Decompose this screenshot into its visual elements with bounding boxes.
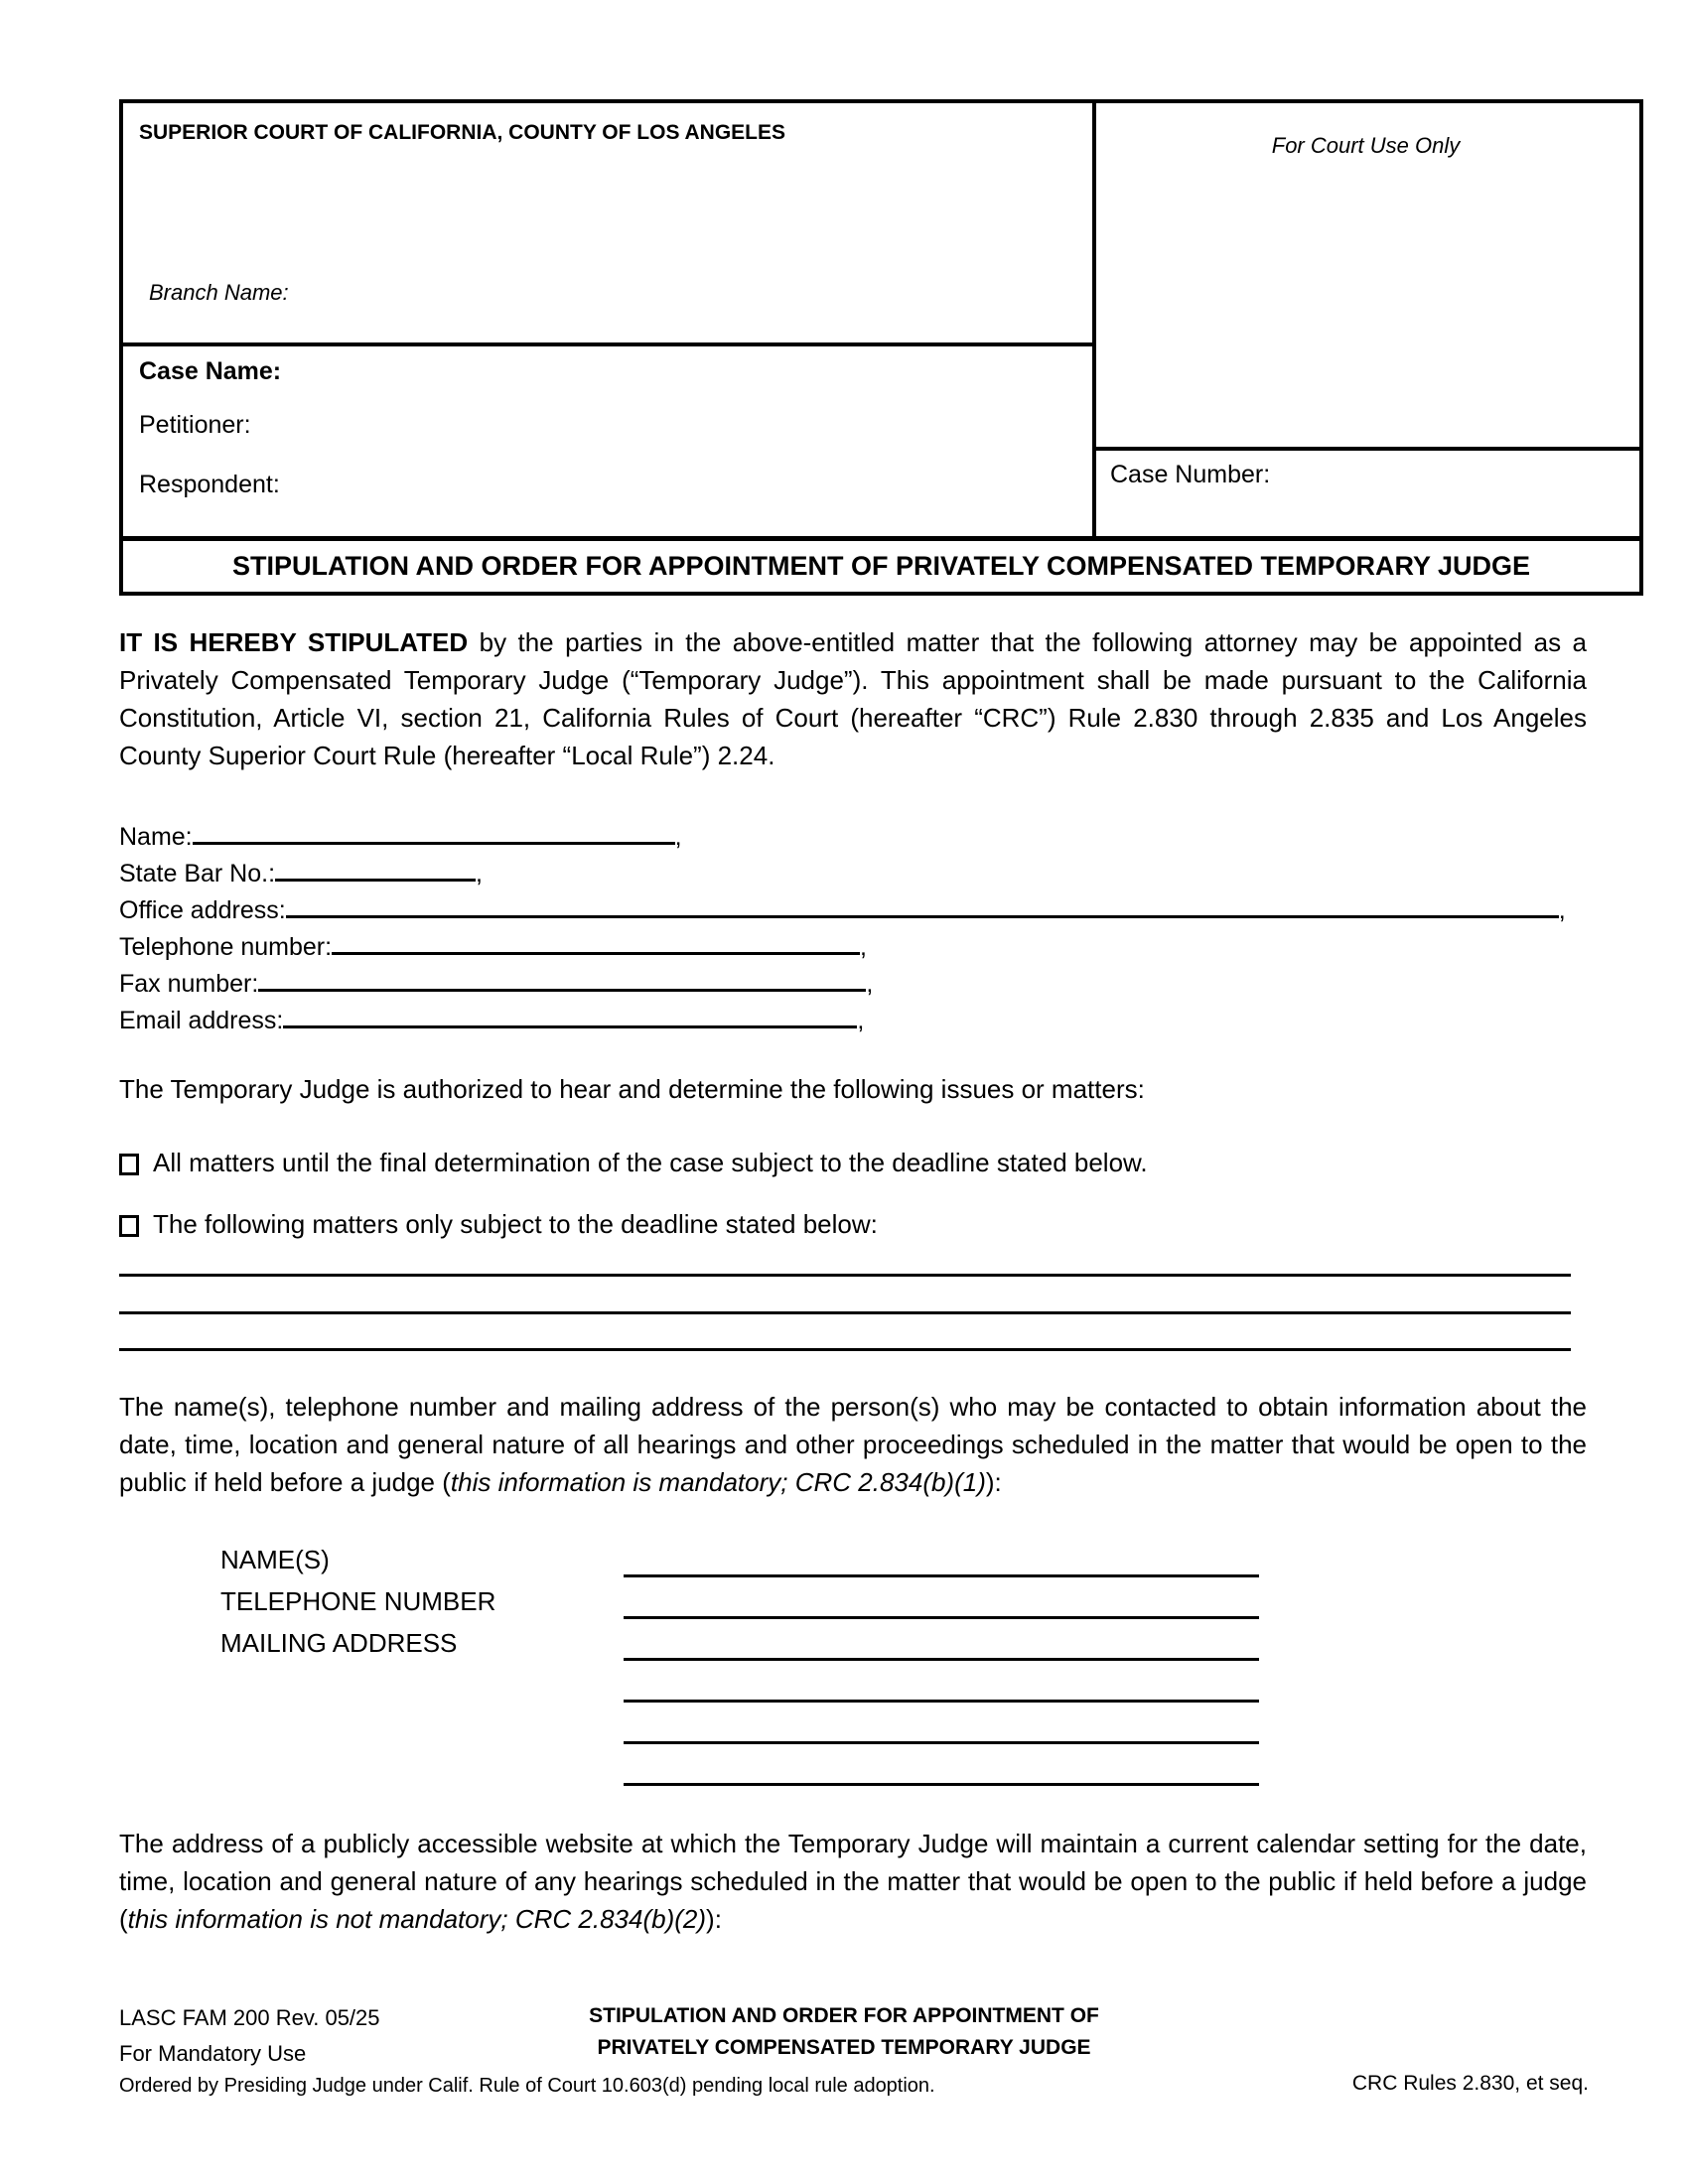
footer-crc-rules: CRC Rules 2.830, et seq. <box>1351 2072 1589 2095</box>
contact-blank-line[interactable] <box>624 1783 1259 1786</box>
following-matters-label: The following matters only subject to the deadline stated below: <box>153 1209 878 1239</box>
case-name-label: Case Name: <box>139 357 282 385</box>
option-following-matters <box>119 1209 878 1240</box>
footer-title-line1: STIPULATION AND ORDER FOR APPOINTMENT OF <box>589 2004 1099 2027</box>
comma: , <box>857 1007 865 1034</box>
contact-blank-line[interactable] <box>624 1700 1259 1703</box>
field-row-name <box>119 818 682 852</box>
telephone-blank-field[interactable] <box>332 928 860 955</box>
matters-blank-line[interactable] <box>119 1274 1571 1277</box>
contact-text-end: ): <box>985 1467 1002 1497</box>
state-bar-blank-field[interactable] <box>275 855 476 882</box>
authorization-intro: The Temporary Judge is authorized to hear and determine the following issues or matters: <box>119 1074 1145 1104</box>
caption-left-divider <box>123 342 1096 346</box>
telephone-label: Telephone number: <box>119 933 333 961</box>
office-address-blank-field[interactable] <box>286 891 1559 918</box>
contact-blank-line[interactable] <box>624 1616 1259 1619</box>
state-bar-label: State Bar No.: <box>119 860 276 887</box>
caption-box <box>119 99 1643 596</box>
branch-name-label: Branch Name: <box>149 280 289 305</box>
website-not-mandatory-note: this information is not mandatory; CRC 2.834(b)(2) <box>127 1904 707 1934</box>
all-matters-checkbox[interactable] <box>119 1154 139 1175</box>
footer-form-number: LASC FAM 200 Rev. 05/25 <box>119 2005 380 2030</box>
matters-blank-line[interactable] <box>119 1311 1571 1314</box>
option-all-matters <box>119 1148 1148 1178</box>
caption-right-divider <box>1092 447 1639 451</box>
stipulation-body: by the parties in the above-entitled matter that the following attorney may be appointed as a Privately Compensated Temporary Judge (“Temporary Judge”). This appointment shall be made pursuant to the California Constitution, Article VI, section 21, California Rules of Court (hereafter “CRC”) Rule 2.830 through 2.835 and Los Angeles County Superior Court Rule (hereafter “Local Rule”) 2.24. <box>119 627 1587 770</box>
stipulation-lead: IT IS HEREBY STIPULATED <box>119 627 469 657</box>
contact-text: The name(s), telephone number and mailing address of the person(s) who may be contacted to obtain information about the date, time, location and general nature of all hearings and other proceedings scheduled in the matter that would be open to the public if held before a judge ( <box>119 1392 1587 1497</box>
email-blank-field[interactable] <box>283 1002 857 1028</box>
field-row-state-bar <box>119 855 483 888</box>
petitioner-label: Petitioner: <box>139 411 251 439</box>
footer-title-line2: PRIVATELY COMPENSATED TEMPORARY JUDGE <box>597 2036 1091 2059</box>
website-text: The address of a publicly accessible website at which the Temporary Judge will maintain a current calendar setting for the date, time, location and general nature of any hearings scheduled in the matter that would be open to the public if held before a judge ( <box>119 1829 1587 1934</box>
website-paragraph <box>119 1825 1587 1938</box>
court-name: SUPERIOR COURT OF CALIFORNIA, COUNTY OF LOS ANGELES <box>139 121 786 144</box>
footer-mandatory-use: For Mandatory Use <box>119 2041 307 2066</box>
matters-blank-line[interactable] <box>119 1348 1571 1351</box>
caption-vertical-divider <box>1092 103 1096 538</box>
comma: , <box>860 933 867 961</box>
contact-blank-line[interactable] <box>624 1658 1259 1661</box>
name-blank-field[interactable] <box>193 818 675 845</box>
respondent-label: Respondent: <box>139 471 280 498</box>
stipulation-paragraph <box>119 623 1587 774</box>
fax-blank-field[interactable] <box>258 965 866 992</box>
comma: , <box>674 823 682 851</box>
case-number-label: Case Number: <box>1110 461 1271 488</box>
website-text-end: ): <box>706 1904 722 1934</box>
comma: , <box>1558 896 1566 924</box>
footer-ordered-note: Ordered by Presiding Judge under Calif. Rule of Court 10.603(d) pending local rule adoption. <box>119 2075 935 2097</box>
following-matters-checkbox[interactable] <box>119 1215 139 1237</box>
contact-paragraph <box>119 1388 1587 1501</box>
name-label: Name: <box>119 823 193 851</box>
names-label: NAME(S) <box>220 1545 330 1574</box>
fax-label: Fax number: <box>119 970 259 998</box>
email-label: Email address: <box>119 1007 284 1034</box>
comma: , <box>476 860 483 887</box>
comma: , <box>866 970 874 998</box>
for-court-use-only-label: For Court Use Only <box>1271 133 1461 158</box>
field-row-fax <box>119 965 873 999</box>
telephone-number-label: TELEPHONE NUMBER <box>220 1586 496 1616</box>
field-row-email <box>119 1002 864 1035</box>
field-row-office-address <box>119 891 1566 925</box>
mailing-address-label: MAILING ADDRESS <box>220 1628 458 1658</box>
contact-blank-line[interactable] <box>624 1741 1259 1744</box>
form-title: STIPULATION AND ORDER FOR APPOINTMENT OF PRIVATELY COMPENSATED TEMPORARY JUDGE <box>231 551 1531 581</box>
contact-mandatory-note: this information is mandatory; CRC 2.834(b)(1) <box>450 1467 986 1497</box>
office-address-label: Office address: <box>119 896 286 924</box>
field-row-telephone <box>119 928 867 962</box>
contact-blank-line[interactable] <box>624 1574 1259 1577</box>
all-matters-label: All matters until the final determination of the case subject to the deadline stated below. <box>153 1148 1148 1177</box>
